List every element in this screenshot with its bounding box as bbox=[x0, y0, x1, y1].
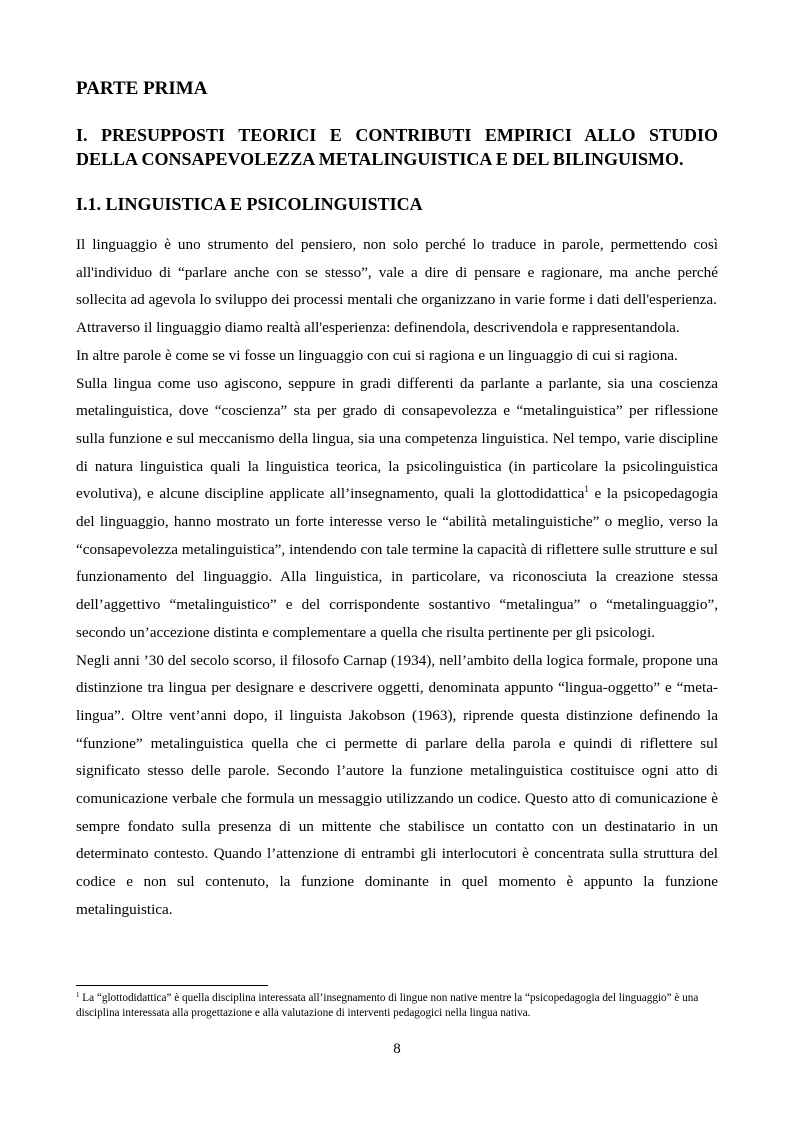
paragraph-4-part-2: e la psicopedagogia del linguaggio, hanno mostrato un forte interesse verso le “abilità metalinguistiche” o meglio, verso la “consapevolezza metalinguistica”, intendendo con tale termine la capacità di riflettere sulle strutture e sul funzionamento del linguaggio. Alla linguistica, in particolare, va riconosciuta la creazione stessa dell’aggettivo “metalinguistico” e del corrispondente sostantivo “metalingua” o “metalinguaggio”, secondo un’accezione distinta e complementare a quella che risulta pertinente per gli psicologi. bbox=[76, 485, 718, 641]
paragraph-2: Attraverso il linguaggio diamo realtà all'esperienza: definendola, descrivendola e rappresentandola. bbox=[76, 319, 680, 337]
page-content bbox=[76, 77, 718, 924]
body-text bbox=[76, 231, 718, 924]
chapter-title: I. PRESUPPOSTI TEORICI E CONTRIBUTI EMPIRICI ALLO STUDIO DELLA CONSAPEVOLEZZA METALINGUISTICA E DEL BILINGUISMO. bbox=[76, 125, 718, 169]
paragraph-5: Negli anni ’30 del secolo scorso, il filosofo Carnap (1934), nell’ambito della logica formale, propone una distinzione tra lingua per designare e descrivere oggetti, denominata appunto “lingua-oggetto” e “meta-lingua”. Oltre vent’anni dopo, il linguista Jakobson (1963), riprende questa distinzione definendo la “funzione” metalinguistica quella che ci permette di parlare della parola e quindi di riflettere sul significato stesso delle parole. Secondo l’autore la funzione metalinguistica costituisce ogni atto di comunicazione verbale che formula un messaggio utilizzando un codice. Questo atto di comunicazione è sempre fondato sulla presenza di un mittente che stabilisce un contatto con un destinatario in un determinato contesto. Quando l’attenzione di entrambi gli interlocutori è concentrata sulla struttura del codice e non sul contenuto, la funzione dominante in quel momento è appunto la funzione metalinguistica. bbox=[76, 651, 718, 918]
page-number: 8 bbox=[393, 1041, 401, 1057]
footnote-reference[interactable]: 1 bbox=[584, 484, 589, 495]
paragraph-4-part-1: Sulla lingua come uso agiscono, seppure in gradi differenti da parlante a parlante, sia una coscienza metalinguistica, dove “coscienza” sta per grado di consapevolezza e “metalinguistica” per riflessione sulla funzione e sul meccanismo della lingua, sia una competenza linguistica. Nel tempo, varie discipline di natura linguistica quali la linguistica teorica, la psicolinguistica (in particolare la psicolinguistica evolutiva), e alcune discipline applicate all’insegnamento, quali la glottodidattica bbox=[76, 374, 718, 503]
paragraph-4 bbox=[76, 370, 718, 647]
paragraph-3: In altre parole è come se vi fosse un linguaggio con cui si ragiona e un linguaggio di cui si ragiona. bbox=[76, 346, 678, 364]
footnote-text: La “glottodidattica” è quella disciplina interessata all’insegnamento di lingue non native mentre la “psicopedagogia del linguaggio” è una disciplina interessata alla progettazione e alla valutazione di interventi pedagogici nella lingua nativa. bbox=[76, 992, 699, 1019]
footnote bbox=[76, 991, 718, 1021]
footnote-divider bbox=[76, 985, 268, 986]
section-title: I.1. LINGUISTICA E PSICOLINGUISTICA bbox=[76, 194, 423, 214]
part-title: PARTE PRIMA bbox=[76, 78, 208, 99]
paragraph-1: Il linguaggio è uno strumento del pensiero, non solo perché lo traduce in parole, permettendo così all'individuo di “parlare anche con se stesso”, vale a dire di pensare e ragionare, ma anche perché sollecita ad agevola lo sviluppo dei processi mentali che organizzano in varie forme i dati dell'esperienza. bbox=[76, 236, 718, 309]
footnote-number: 1 bbox=[76, 991, 80, 999]
